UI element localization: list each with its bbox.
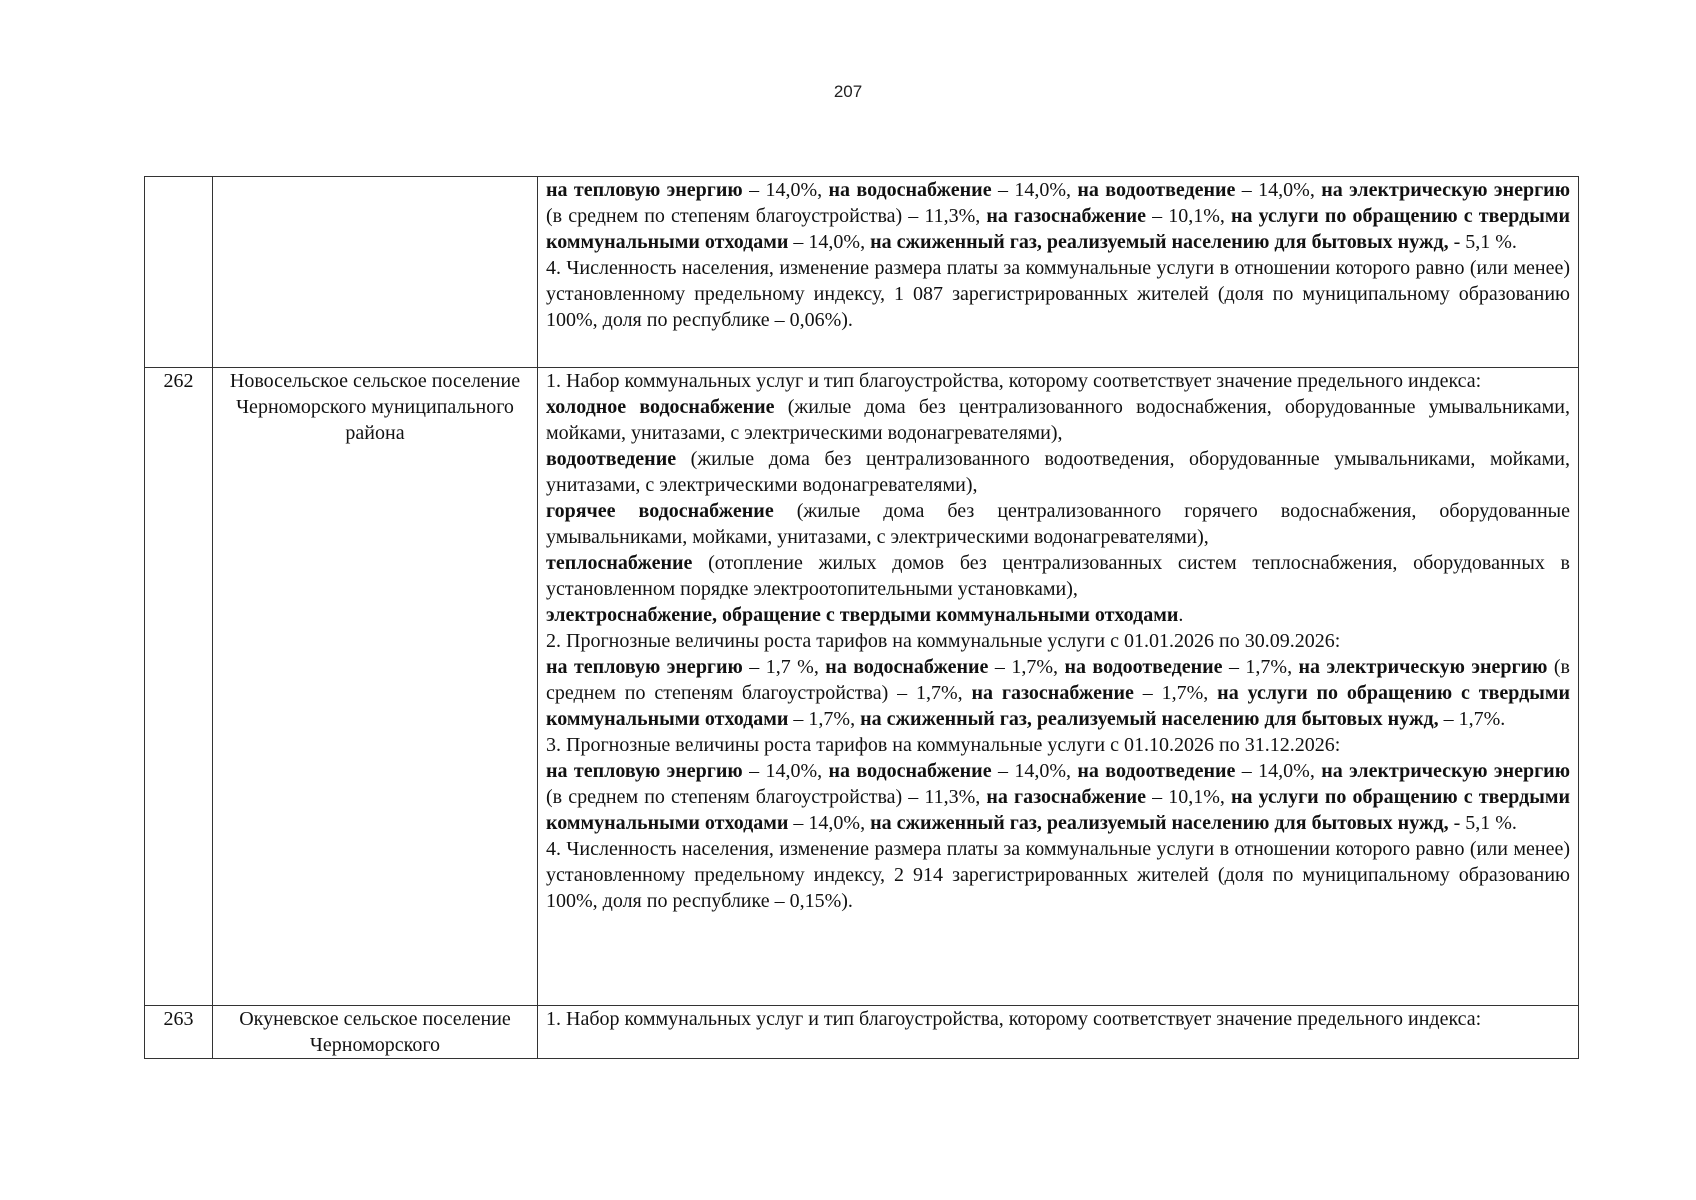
forecast-heading: 3. Прогнозные величины роста тарифов на коммунальные услуги с 01.10.2026 по 31.12.2026: [546, 734, 1341, 756]
service-item: горячее водоснабжение (жилые дома без централизованного горячего водоснабжения, оборудованные умывальниками, мойками, унитазами, с электрическими водонагревателями), [546, 500, 1570, 548]
service-item: холодное водоснабжение (жилые дома без централизованного водоснабжения, оборудованные умывальниками, мойками, унитазами, с электрическими водонагревателями), [546, 396, 1570, 444]
municipality-name-cell: Новосельское сельское поселение Черноморского муниципального района [213, 368, 538, 1006]
service-item: водоотведение (жилые дома без централизованного водоотведения, оборудованные умывальниками, мойками, унитазами, с электрическими водонагревателями), [546, 448, 1570, 496]
service-item: теплоснабжение (отопление жилых домов без централизованных систем теплоснабжения, оборудованных в установленном порядке электроотопительными установками), [546, 552, 1570, 600]
population-paragraph: 4. Численность населения, изменение размера платы за коммунальные услуги в отношении которого равно (или менее) установленному предельному индексу, 1 087 зарегистрированных жителей (доля по муниципальному образованию 100%, доля по республике – 0,06%). [546, 257, 1570, 331]
row-number-cell [145, 177, 213, 368]
table-row [145, 368, 1579, 1006]
row-number-cell: 262 [145, 368, 213, 1006]
tariff-growth-paragraph: на тепловую энергию – 1,7 %, на водоснабжение – 1,7%, на водоотведение – 1,7%, на электрическую энергию (в среднем по степеням благоустройства) – 1,7%, на газоснабжение – 1,7%, на услуги по обращению с твердыми коммунальными отходами – 1,7%, на сжиженный газ, реализуемый населению для бытовых нужд, – 1,7%. [546, 656, 1571, 730]
municipality-name-cell: Окуневское сельское поселение Черноморского [213, 1006, 538, 1059]
content-cell [538, 177, 1579, 368]
tariff-table [144, 176, 1579, 1059]
municipality-name-cell [213, 177, 538, 368]
population-paragraph: 4. Численность населения, изменение размера платы за коммунальные услуги в отношении которого равно (или менее) установленному предельному индексу, 2 914 зарегистрированных жителей (доля по муниципальному образованию 100%, доля по республике – 0,15%). [546, 838, 1570, 912]
services-set-heading: 1. Набор коммунальных услуг и тип благоустройства, которому соответствует значение предельного индекса: [546, 370, 1482, 392]
content-cell: 1. Набор коммунальных услуг и тип благоустройства, которому соответствует значение предельного индекса: [538, 1006, 1579, 1059]
row-number-cell: 263 [145, 1006, 213, 1059]
service-item: электроснабжение, обращение с твердыми коммунальными отходами. [546, 604, 1184, 626]
tariff-growth-paragraph: на тепловую энергию – 14,0%, на водоснабжение – 14,0%, на водоотведение – 14,0%, на электрическую энергию (в среднем по степеням благоустройства) – 11,3%, на газоснабжение – 10,1%, на услуги по обращению с твердыми коммунальными отходами – 14,0%, на сжиженный газ, реализуемый населению для бытовых нужд, - 5,1 %. [546, 179, 1570, 253]
forecast-heading: 2. Прогнозные величины роста тарифов на коммунальные услуги с 01.01.2026 по 30.09.2026: [546, 630, 1341, 652]
content-cell [538, 368, 1579, 1006]
tariff-growth-paragraph: на тепловую энергию – 14,0%, на водоснабжение – 14,0%, на водоотведение – 14,0%, на электрическую энергию (в среднем по степеням благоустройства) – 11,3%, на газоснабжение – 10,1%, на услуги по обращению с твердыми коммунальными отходами – 14,0%, на сжиженный газ, реализуемый населению для бытовых нужд, - 5,1 %. [546, 760, 1570, 834]
page-number: 207 [833, 82, 863, 101]
table-row [145, 1006, 1579, 1059]
table-row [145, 177, 1579, 368]
